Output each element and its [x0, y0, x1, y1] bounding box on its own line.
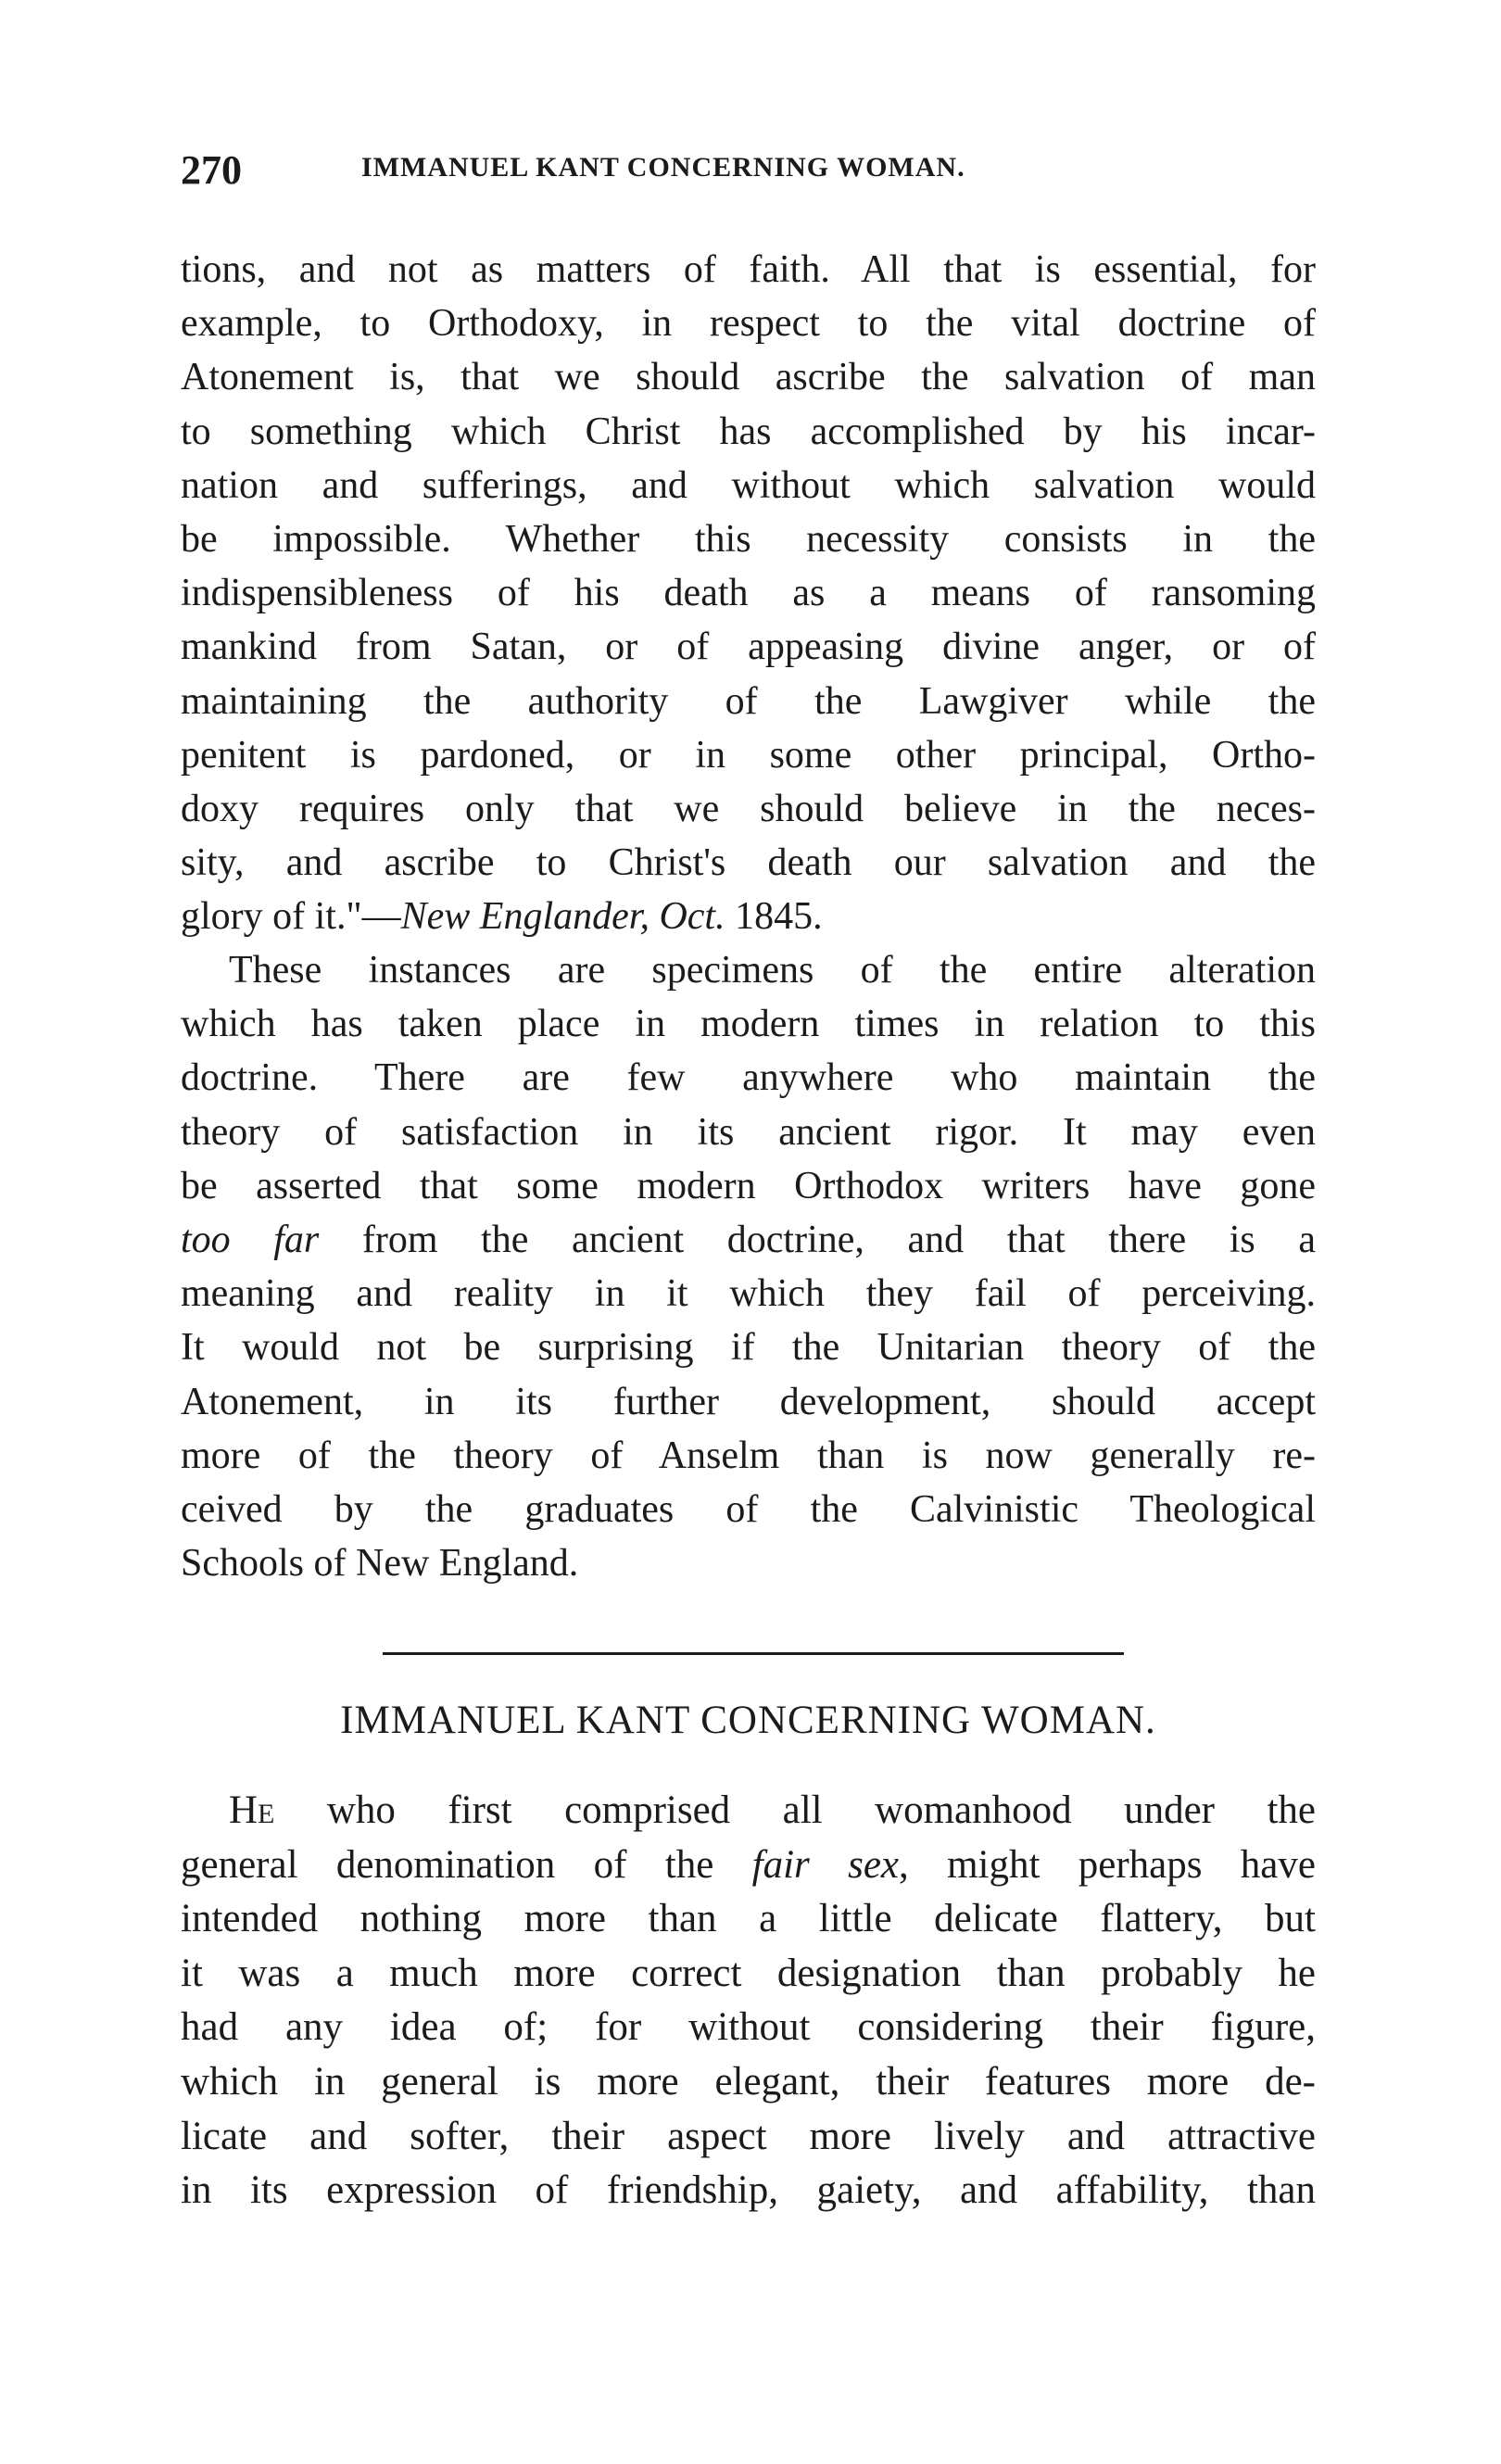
text-line: Atonement, in its further development, should accept — [181, 1380, 1316, 1423]
text-line: It would not be surprising if the Unitarian theory of the — [181, 1326, 1316, 1370]
text-line: tions, and not as matters of faith. All that is essential, for — [181, 248, 1316, 291]
text-line: mankind from Satan, or of appeasing divine anger, or of — [181, 625, 1316, 669]
text-line: penitent is pardoned, or in some other principal, Ortho- — [181, 733, 1316, 777]
text-line: theory of satisfaction in its ancient rigor. It may even — [181, 1110, 1316, 1154]
text-line: Atonement is, that we should ascribe the salvation of man — [181, 356, 1316, 399]
text-line: doctrine. There are few anywhere who maintain the — [181, 1056, 1316, 1100]
text-line: ceived by the graduates of the Calvinistic Theological — [181, 1487, 1316, 1531]
page-number: 270 — [181, 147, 242, 193]
section-divider — [383, 1652, 1124, 1655]
running-head — [181, 146, 1348, 202]
text-line: it was a much more correct designation than probably he — [181, 1951, 1316, 1995]
text-line: meaning and reality in it which they fail of perceiving. — [181, 1272, 1316, 1316]
running-title: IMMANUEL KANT CONCERNING WOMAN. — [361, 152, 965, 183]
text-line: more of the theory of Anselm than is now generally re- — [181, 1434, 1316, 1477]
text-line: licate and softer, their aspect more lively and attractive — [181, 2114, 1316, 2158]
text-line: indispensibleness of his death as a means of ransoming — [181, 572, 1316, 615]
citation-year: 1845. — [725, 895, 823, 939]
emphasis-text: fair sex — [751, 1842, 899, 1887]
text-line: Schools of New England. — [181, 1542, 579, 1586]
continued-paragraph — [181, 243, 1316, 943]
text-line: be impossible. Whether this necessity consists in the — [181, 517, 1316, 561]
paragraph-two — [181, 943, 1316, 1590]
opening-word: He — [229, 1788, 275, 1832]
text-line: which has taken place in modern times in relation to this — [181, 1003, 1316, 1046]
text-line-with-emphasis — [181, 1839, 1316, 1893]
text-line: had any idea of; for without considering their figure, — [181, 2005, 1316, 2050]
text-span: general denomination of the — [181, 1842, 752, 1887]
citation-line — [181, 890, 1316, 943]
text-line: maintaining the authority of the Lawgiver while the — [181, 679, 1316, 723]
text-span: from the ancient doctrine, and that there is a — [319, 1218, 1316, 1261]
text-line: nation and sufferings, and without which salvation would — [181, 463, 1316, 507]
text-line: These instances are specimens of the entire alteration — [229, 949, 1316, 992]
text-line: to something which Christ has accomplished by his incar- — [181, 410, 1316, 453]
citation-source: New Englander, Oct. — [400, 895, 725, 939]
text-line: which in general is more elegant, their features more de- — [181, 2059, 1316, 2104]
section-heading: IMMANUEL KANT CONCERNING WOMAN. — [340, 1699, 1156, 1742]
text-line: example, to Orthodoxy, in respect to the vital doctrine of — [181, 302, 1316, 346]
text-line-first — [181, 1784, 1316, 1839]
text-line: sity, and ascribe to Christ's death our salvation and the — [181, 841, 1316, 885]
citation-text: glory of it."— — [181, 895, 401, 939]
text-span: who first comprised all womanhood under the — [274, 1788, 1316, 1832]
text-line: intended nothing more than a little delicate flattery, but — [181, 1897, 1316, 1941]
text-span: , might perhaps have — [899, 1842, 1316, 1887]
text-line: be asserted that some modern Orthodox writers have gone — [181, 1164, 1316, 1207]
text-line-with-emphasis — [181, 1213, 1316, 1267]
section-paragraph — [181, 1784, 1316, 2218]
text-line: in its expression of friendship, gaiety, and affability, than — [181, 2168, 1316, 2213]
emphasis-text: too far — [181, 1218, 320, 1261]
text-line: doxy requires only that we should believe in the neces- — [181, 787, 1316, 830]
